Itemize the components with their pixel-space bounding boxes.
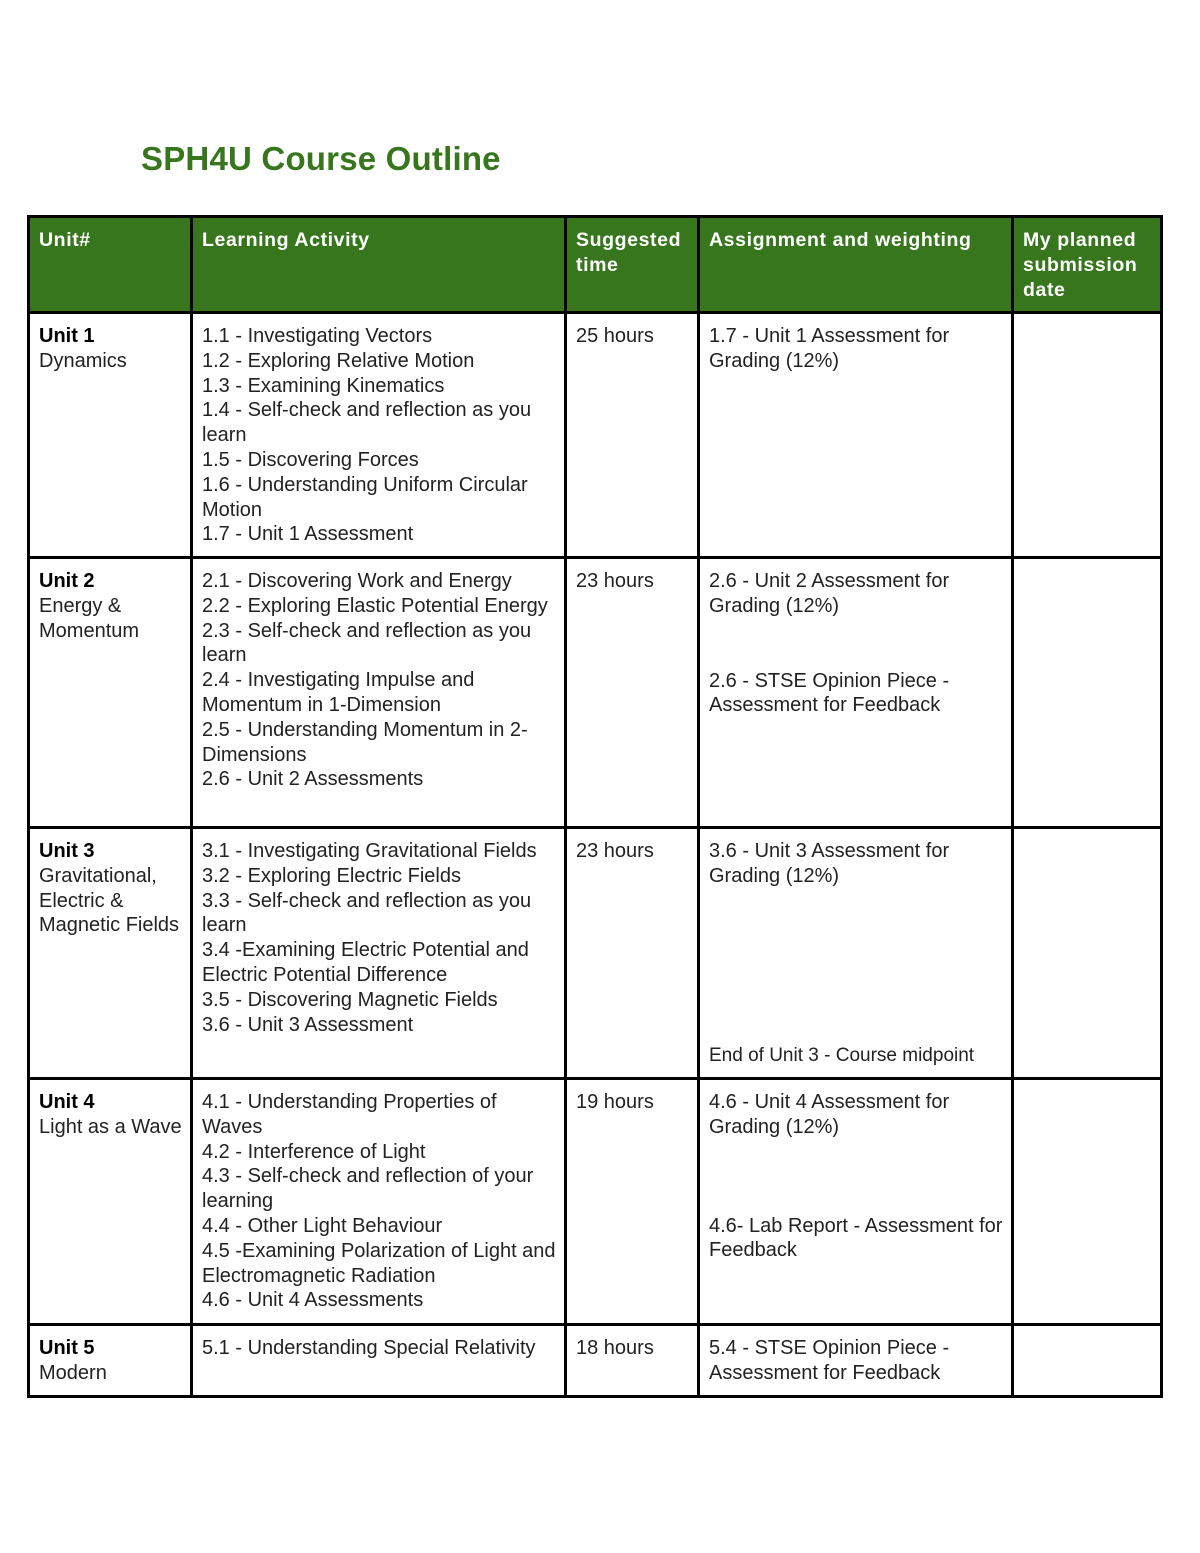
- suggested-time-cell: 19 hours: [566, 1079, 699, 1325]
- unit-name: Gravitational, Electric & Magnetic Fields: [39, 864, 180, 937]
- activity-item: 4.5 -Examining Polarization of Light and Electromagnetic Radiation: [202, 1239, 556, 1287]
- activity-item: 2.6 - Unit 2 Assessments: [202, 768, 424, 791]
- unit-cell: [29, 1079, 192, 1325]
- activity-item: 1.3 - Examining Kinematics: [202, 374, 445, 397]
- header-suggested-time: Suggested time: [566, 217, 699, 313]
- unit-name: Energy & Momentum: [39, 594, 140, 642]
- activity-item: 4.3 - Self-check and reflection of your learning: [202, 1165, 534, 1213]
- header-planned-date: My planned submission date: [1013, 217, 1162, 313]
- unit-number: Unit 5: [39, 1337, 95, 1359]
- spacer: [709, 619, 1003, 669]
- suggested-time-cell: 25 hours: [566, 313, 699, 558]
- unit-number: Unit 1: [39, 325, 95, 347]
- assignment-cell: [699, 1325, 1013, 1397]
- activity-item: 1.4 - Self-check and reflection as you learn: [202, 399, 532, 447]
- unit-name: Dynamics: [39, 349, 127, 372]
- activity-item: 5.1 - Understanding Special Relativity: [202, 1337, 536, 1359]
- assignment-item: 5.4 - STSE Opinion Piece - Assessment for Feedback: [709, 1337, 950, 1384]
- suggested-time-cell: 23 hours: [566, 828, 699, 1079]
- activity-item: 3.2 - Exploring Electric Fields: [202, 864, 461, 887]
- activity-item: 3.5 - Discovering Magnetic Fields: [202, 988, 498, 1011]
- activity-item: 1.1 - Investigating Vectors: [202, 325, 433, 347]
- assignment-item: 4.6- Lab Report - Assessment for Feedback: [709, 1214, 1003, 1262]
- activity-item: 1.5 - Discovering Forces: [202, 448, 419, 471]
- activity-item: 2.4 - Investigating Impulse and Momentum in 1-Dimension: [202, 669, 475, 716]
- table-row: [29, 828, 1162, 1079]
- suggested-time-cell: 23 hours: [566, 558, 699, 828]
- course-outline-table: [27, 215, 1163, 1398]
- assignment-item: 3.6 - Unit 3 Assessment for Grading (12%): [709, 840, 950, 887]
- activity-item: 3.6 - Unit 3 Assessment: [202, 1013, 414, 1036]
- header-learning-activity: Learning Activity: [192, 217, 566, 313]
- activity-item: 1.7 - Unit 1 Assessment: [202, 523, 414, 546]
- assignment-item: 2.6 - Unit 2 Assessment for Grading (12%): [709, 570, 950, 617]
- activity-item: 3.4 -Examining Electric Potential and Electric Potential Difference: [202, 939, 529, 986]
- table-row: [29, 558, 1162, 828]
- activity-item: 1.2 - Exploring Relative Motion: [202, 349, 475, 372]
- table-row: [29, 1325, 1162, 1397]
- activity-item: 2.5 - Understanding Momentum in 2-Dimensions: [202, 718, 528, 766]
- unit-number: Unit 4: [39, 1091, 95, 1113]
- table-row: [29, 313, 1162, 558]
- unit-cell: [29, 558, 192, 828]
- planned-date-cell[interactable]: [1013, 828, 1162, 1079]
- activity-item: 4.1 - Understanding Properties of Waves: [202, 1091, 497, 1138]
- planned-date-cell[interactable]: [1013, 1079, 1162, 1325]
- unit-name: Light as a Wave: [39, 1115, 182, 1138]
- assignment-cell: [699, 313, 1013, 558]
- planned-date-cell[interactable]: [1013, 1325, 1162, 1397]
- activity-item: 2.1 - Discovering Work and Energy: [202, 570, 512, 592]
- suggested-time-cell: 18 hours: [566, 1325, 699, 1397]
- activity-cell: [192, 828, 566, 1079]
- activity-item: 4.4 - Other Light Behaviour: [202, 1214, 443, 1237]
- header-unit: Unit#: [29, 217, 192, 313]
- unit-cell: [29, 313, 192, 558]
- planned-date-cell[interactable]: [1013, 313, 1162, 558]
- spacer: [709, 1140, 1003, 1214]
- activity-item: 4.2 - Interference of Light: [202, 1140, 426, 1163]
- activity-item: 3.3 - Self-check and reflection as you learn: [202, 889, 532, 937]
- activity-cell: [192, 558, 566, 828]
- assignment-item: 4.6 - Unit 4 Assessment for Grading (12%): [709, 1091, 950, 1138]
- unit-name: Modern: [39, 1361, 107, 1384]
- assignment-cell: [699, 1079, 1013, 1325]
- activity-item: 2.2 - Exploring Elastic Potential Energy: [202, 594, 548, 617]
- activity-cell: [192, 313, 566, 558]
- page-title: SPH4U Course Outline: [141, 140, 501, 177]
- planned-date-cell[interactable]: [1013, 558, 1162, 828]
- table-row: [29, 1079, 1162, 1325]
- unit-number: Unit 3: [39, 840, 95, 862]
- activity-item: 1.6 - Understanding Uniform Circular Motion: [202, 473, 528, 521]
- activity-item: 3.1 - Investigating Gravitational Fields: [202, 840, 537, 862]
- course-midpoint-note: End of Unit 3 - Course midpoint: [709, 1045, 975, 1067]
- activity-item: 4.6 - Unit 4 Assessments: [202, 1289, 424, 1312]
- unit-cell: [29, 1325, 192, 1397]
- header-assignment-weighting: Assignment and weighting: [699, 217, 1013, 313]
- assignment-item: 2.6 - STSE Opinion Piece - Assessment for Feedback: [709, 669, 950, 717]
- unit-cell: [29, 828, 192, 1079]
- activity-cell: [192, 1325, 566, 1397]
- assignment-cell: [699, 558, 1013, 828]
- unit-number: Unit 2: [39, 570, 95, 592]
- activity-item: 2.3 - Self-check and reflection as you learn: [202, 619, 532, 667]
- assignment-cell: [699, 828, 1013, 1079]
- table-header-row: [29, 217, 1162, 313]
- assignment-item: 1.7 - Unit 1 Assessment for Grading (12%): [709, 325, 950, 372]
- activity-cell: [192, 1079, 566, 1325]
